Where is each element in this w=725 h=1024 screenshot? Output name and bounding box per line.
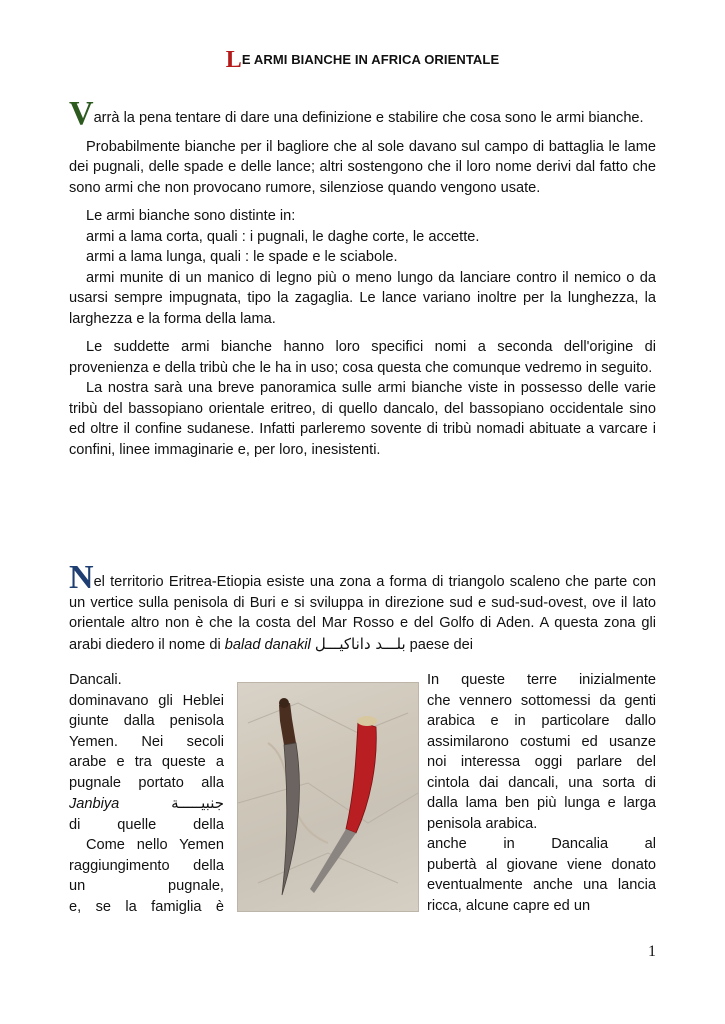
right-line: arabica e in particolare dallo bbox=[427, 713, 656, 729]
arabic-balad-danakil: بلـــد داناكيـــل bbox=[314, 634, 406, 653]
arabic-janbiya: جنبيـــــة bbox=[171, 794, 224, 812]
title-text: E ARMI BIANCHE IN AFRICA ORIENTALE bbox=[241, 52, 500, 67]
right-line: noi interessa oggi parlare del bbox=[427, 754, 656, 770]
left-line: giunte dalla penisola bbox=[69, 713, 224, 729]
left-line: arabe e tra queste a bbox=[69, 754, 224, 770]
paragraph-lama-lunga: armi a lama lunga, quali : le spade e le sciabole. bbox=[86, 249, 398, 265]
paragraph-lama-corta: armi a lama corta, quali : i pugnali, le daghe corte, le accette. bbox=[86, 228, 480, 245]
right-line: assimilarono costumi ed usanze bbox=[427, 733, 656, 750]
paragraph-panoramica: La nostra sarà una breve panoramica sulle armi bianche viste in possesso delle varie tribù del bassopiano orientale eritreo, di quello dancalo, del bassopiano occidentale sino ed oltre il confine sudanese. Infatti parleremo sovente di tribù nomadi abituate a varcare i confini, linee immaginarie e, per loro, inesistenti. bbox=[69, 380, 656, 458]
left-line: dominavano gli Heblei bbox=[69, 692, 224, 709]
janbiya-photo bbox=[237, 682, 419, 912]
right-line: che vennero sottomessi da genti bbox=[427, 692, 656, 709]
paragraph-intro bbox=[69, 95, 656, 132]
right-line: ricca, alcune capre ed un bbox=[427, 897, 591, 914]
paragraph-bianche: Probabilmente bianche per il bagliore che al sole davano sul campo di battaglia le lame dei pugnali, delle spade e delle lance; altri sostengono che il loro nome derivi dal fatto che sono armi che non provocano rumore, silenziose quando vengono usate. bbox=[69, 138, 656, 196]
left-line: un pugnale, bbox=[69, 878, 224, 894]
right-line: pubertà al giovane viene donato bbox=[427, 856, 656, 873]
paragraph-distinte: Le armi bianche sono distinte in: bbox=[86, 208, 296, 224]
dagger-illustration bbox=[238, 683, 418, 911]
page-number: 1 bbox=[648, 943, 656, 960]
title-initial: L bbox=[225, 47, 242, 73]
territorio-text: el territorio Eritrea-Etiopia esiste una zona a forma di triangolo scaleno che parte con un vertice sulla penisola di Buri e si sviluppa in direzione sud e sud-sud-ovest, ove il lato orientale altro non è che la costa del Mar Rosso e del Golfo di Aden. A questa zona gli arabi diedero il nome di bbox=[69, 574, 656, 653]
left-line: raggiungimento della bbox=[69, 857, 224, 874]
balad-danakil-text: balad danakil bbox=[224, 636, 311, 653]
right-line: cintola dai dancali, una sorta di bbox=[427, 774, 656, 791]
left-line: e, se la famiglia è bbox=[69, 898, 224, 915]
intro-text: arrà la pena tentare di dare una definizione e stabilire che cosa sono le armi bianche. bbox=[93, 110, 644, 126]
paragraph-territorio bbox=[69, 559, 656, 655]
right-line: anche in Dancalia al bbox=[427, 836, 656, 852]
left-line: di quelle della bbox=[69, 816, 224, 833]
paese-dei-text: paese dei bbox=[405, 636, 473, 653]
drop-cap-n: N bbox=[69, 559, 94, 596]
right-line: dalla lama ben più lunga e larga bbox=[427, 795, 656, 811]
page-title bbox=[0, 47, 725, 73]
drop-cap-v: V bbox=[69, 95, 94, 132]
right-line: eventualmente anche una lancia bbox=[427, 877, 656, 893]
left-line-janbiya bbox=[69, 793, 224, 815]
section-two bbox=[69, 559, 656, 655]
left-line: Come nello Yemen bbox=[86, 837, 224, 853]
right-column bbox=[427, 670, 656, 916]
section-one bbox=[69, 95, 656, 460]
right-line: penisola arabica. bbox=[427, 815, 538, 832]
paragraph-manico: armi munite di un manico di legno più o meno lungo da lanciare contro il nemico o da usarsi sempre impugnata, tipo la zagaglia. Le lance variano inoltre per la lunghezza, la larghezza e la forma della lama. bbox=[69, 269, 656, 327]
janbiya-text: Janbiya bbox=[69, 796, 120, 812]
left-line: pugnale portato alla bbox=[69, 774, 224, 791]
left-line: Dancali. bbox=[69, 672, 122, 688]
left-line: Yemen. Nei secoli bbox=[69, 733, 224, 750]
right-line: In queste terre inizialmente bbox=[427, 672, 656, 688]
paragraph-suddette: Le suddette armi bianche hanno loro specifici nomi a seconda dell'origine di provenienza e della tribù che le ha in uso; cosa questa che comunque vedremo in seguito. bbox=[69, 339, 656, 376]
left-column bbox=[69, 670, 224, 917]
